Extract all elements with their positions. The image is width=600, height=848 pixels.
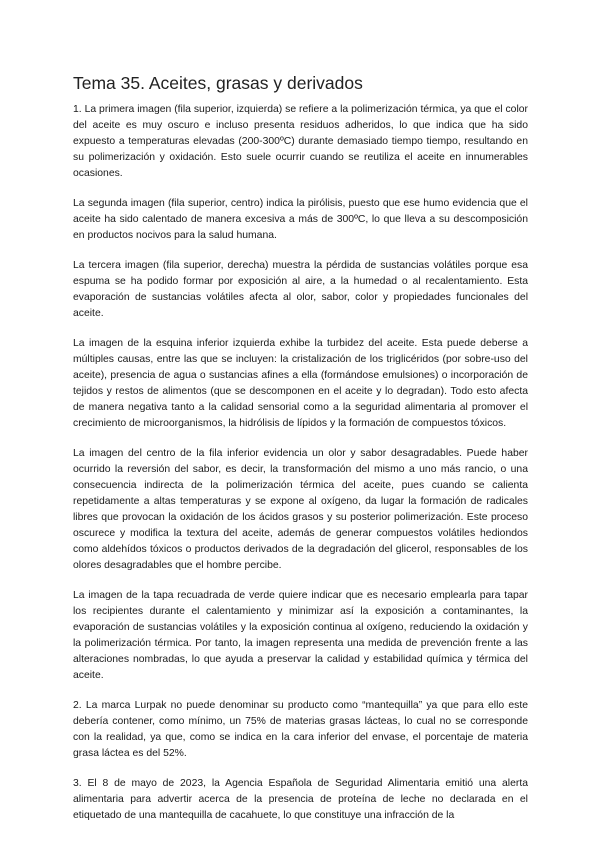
paragraph: La imagen de la esquina inferior izquierda exhibe la turbidez del aceite. Esta puede deberse a múltiples causas, entre las que se incluyen: la cristalización de los triglicéridos (por sobre-uso del aceite), presencia de agua o sustancias afines a ella (formándose emulsiones) o incorporación de tejidos y restos de alimentos (que se descomponen en el aceite y lo degradan). Todo esto afecta de manera negativa tanto a la calidad sensorial como a la seguridad alimentaria al promover el crecimiento de microorganismos, la hidrólisis de lípidos y la formación de compuestos tóxicos. <box>73 337 528 430</box>
paragraph: La segunda imagen (fila superior, centro) indica la pirólisis, puesto que ese humo evidencia que el aceite ha sido calentado de manera excesiva a más de 300ºC, lo que lleva a su descomposición en productos nocivos para la salud humana. <box>73 197 528 242</box>
page-title: Tema 35. Aceites, grasas y derivados <box>73 73 363 93</box>
paragraph: La imagen de la tapa recuadrada de verde quiere indicar que es necesario emplearla para tapar los recipientes durante el calentamiento y minimizar así la exposición a contaminantes, la evaporación de sustancias volátiles y la exposición continua al oxígeno, reduciendo la oxidación y la polimerización térmica. Por tanto, la imagen representa una medida de prevención frente a las alteraciones nombradas, lo que ayuda a preservar la calidad y estabilidad química y térmica del aceite. <box>73 589 528 682</box>
paragraph: La tercera imagen (fila superior, derecha) muestra la pérdida de sustancias volátiles porque esa espuma se ha podido formar por exposición al aire, a la humedad o al recalentamiento. Esta evaporación de sustancias volátiles afecta al olor, sabor, color y propiedades funcionales del aceite. <box>73 259 528 320</box>
paragraph: 1. La primera imagen (fila superior, izquierda) se refiere a la polimerización térmica, ya que el color del aceite es muy oscuro e incluso presenta residuos adheridos, lo que indica que ha sido expuesto a temperaturas elevadas (200-300ºC) durante demasiado tiempo tiempo, resultando en su polimerización y oxidación. Esto suele ocurrir cuando se reutiliza el aceite en innumerables ocasiones. <box>73 104 528 180</box>
paragraph: La imagen del centro de la fila inferior evidencia un olor y sabor desagradables. Puede haber ocurrido la reversión del sabor, es decir, la transformación del mismo a uno más rancio, o una consecuencia indirecta de la polimerización térmica del aceite, pues cuando se calienta repetidamente a altas temperaturas y se expone al oxígeno, da lugar la formación de radicales libres que provocan la oxidación de los ácidos grasos y su posterior polimerización. Este proceso oscurece y modifica la textura del aceite, además de generar compuestos volátiles hediondos como aldehídos tóxicos o productos derivados de la degradación del glicerol, responsables de los olores desagradables que el hombre percibe. <box>73 447 528 572</box>
paragraph: 3. El 8 de mayo de 2023, la Agencia Española de Seguridad Alimentaria emitió una alerta alimentaria para advertir acerca de la presencia de proteína de leche no declarada en el etiquetado de una mantequilla de cacahuete, lo que constituye una infracción de la <box>73 777 528 822</box>
paragraph: 2. La marca Lurpak no puede denominar su producto como “mantequilla” ya que para ello este debería contener, como mínimo, un 75% de materias grasas lácteas, lo cual no se corresponde con la realidad, ya que, como se indica en la cara inferior del envase, el porcentaje de materia grasa láctea es del 52%. <box>73 700 528 760</box>
